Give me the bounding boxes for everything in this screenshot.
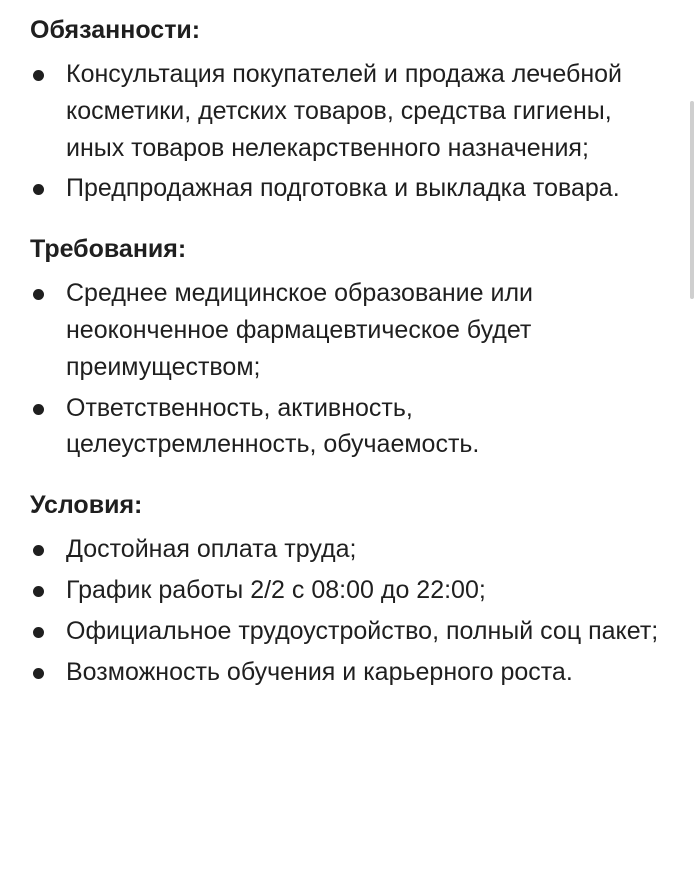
section-heading-conditions: Условия:: [30, 491, 143, 520]
bullet-icon: [33, 586, 44, 597]
duties-list: [30, 56, 660, 207]
bullet-icon: [33, 184, 44, 195]
list-item: [30, 613, 660, 650]
bullet-icon: [33, 70, 44, 81]
list-item: [30, 390, 660, 464]
list-item-text: Официальное трудоустройство, полный соц пакет;: [66, 616, 659, 645]
list-item-text: Консультация покупателей и продажа лечебной косметики, детских товаров, средства гигиены, иных товаров нелекарственного назначения;: [66, 60, 622, 162]
list-item: [30, 654, 660, 691]
list-item-text: Ответственность, активность, целеустремленность, обучаемость.: [66, 393, 480, 459]
list-item-text: Предпродажная подготовка и выкладка товара.: [66, 174, 620, 203]
vertical-scrollbar[interactable]: [690, 101, 694, 299]
list-item: [30, 275, 660, 385]
list-item-text: График работы 2/2 с 08:00 до 22:00;: [66, 575, 486, 604]
conditions-list: [30, 531, 660, 690]
bullet-icon: [33, 545, 44, 556]
vacancy-document: [30, 14, 660, 690]
bullet-icon: [33, 404, 44, 415]
section-requirements: [30, 233, 660, 463]
bullet-icon: [33, 627, 44, 638]
section-heading-requirements: Требования:: [30, 235, 187, 264]
requirements-list: [30, 275, 660, 463]
list-item-text: Достойная оплата труда;: [66, 535, 357, 564]
list-item: [30, 170, 660, 207]
list-item: [30, 56, 660, 166]
section-heading-duties: Обязанности:: [30, 16, 201, 44]
list-item: [30, 572, 660, 609]
bullet-icon: [33, 289, 44, 300]
section-duties: [30, 14, 660, 207]
list-item: [30, 531, 660, 568]
list-item-text: Возможность обучения и карьерного роста.: [66, 657, 573, 686]
bullet-icon: [33, 668, 44, 679]
list-item-text: Среднее медицинское образование или неоконченное фармацевтическое будет преимуществом;: [66, 279, 533, 381]
section-conditions: [30, 489, 660, 690]
